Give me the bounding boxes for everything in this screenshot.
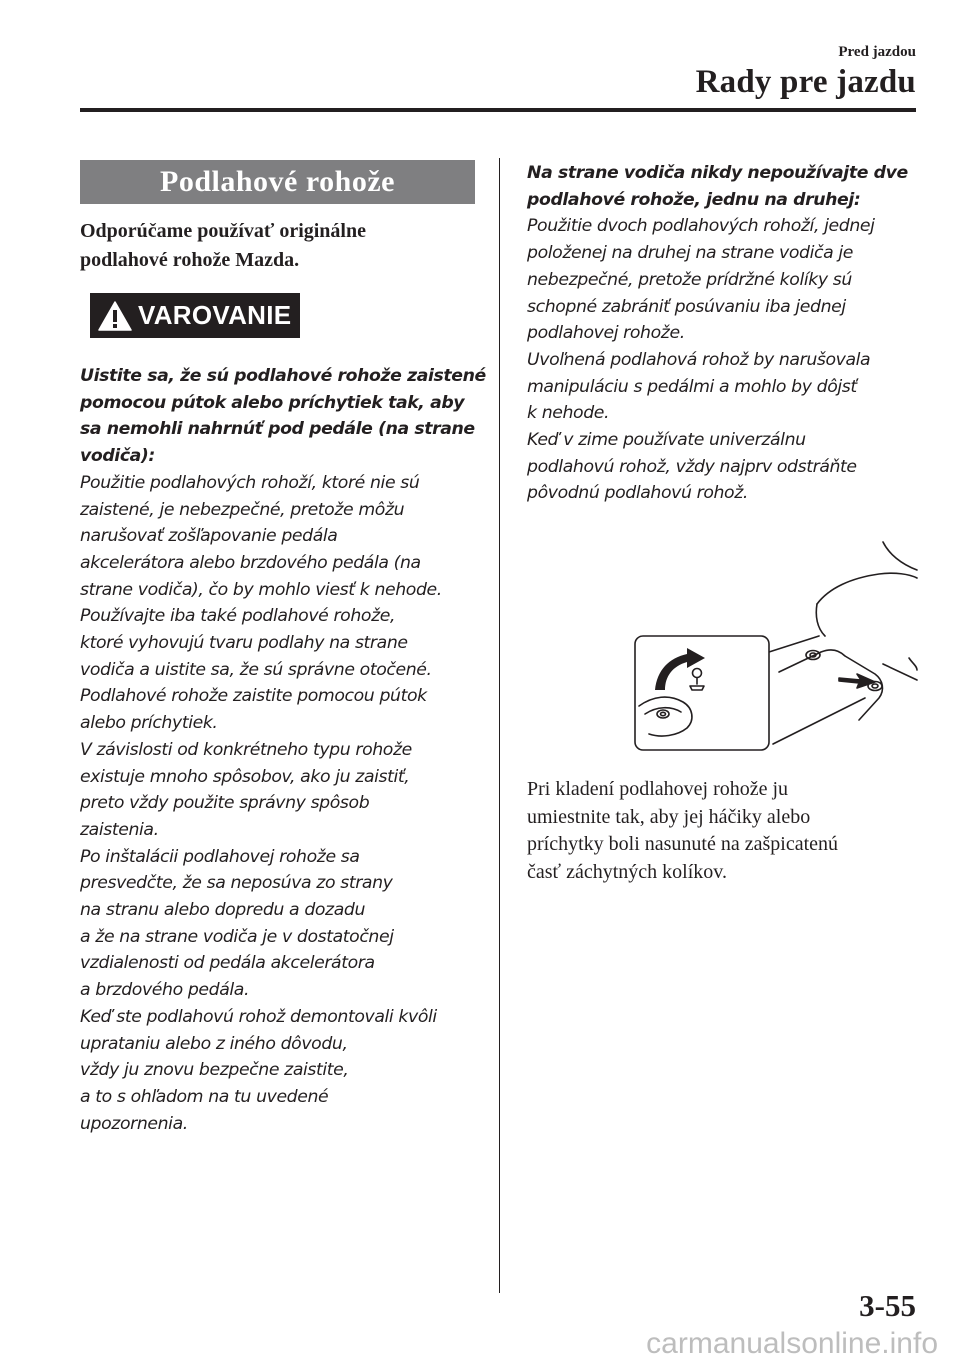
warning-body-line: manipuláciu s pedálmi a mohlo by dôjsť [527, 376, 857, 397]
warning-body-line: Keď v zime používate univerzálnu [527, 430, 806, 451]
caption-line: časť záchytných kolíkov. [527, 860, 727, 883]
detail-inset [635, 636, 769, 750]
warning-bold-line: vodiča): [80, 446, 155, 467]
floor-mat-edge [773, 698, 865, 744]
column-divider [499, 158, 500, 1293]
warning-body-line: Keď ste podlahovú rohož demontovali kvôli [80, 1006, 437, 1027]
intro-text [80, 217, 475, 275]
warning-body-line: Používajte iba také podlahové rohože, [80, 606, 396, 627]
warning-body-line: Uvoľnená podlahová rohož by narušovala [527, 349, 871, 370]
floor-mat-edge [883, 664, 917, 680]
warning-body-line: Použitie podlahových rohoží, ktoré nie sú [80, 472, 420, 493]
caption-line: umiestnite tak, aby jej háčiky alebo [527, 805, 811, 828]
warning-body-line: preto vždy použite správny spôsob [80, 793, 370, 814]
warning-body-line: a brzdového pedála. [80, 980, 250, 1001]
header-section-small: Pred jazdou [838, 44, 916, 60]
warning-text [80, 363, 486, 1137]
warning-body-line: zaistenia. [80, 819, 159, 840]
seat-outline [909, 658, 917, 670]
warning-bold-line: Uistite sa, že sú podlahové rohože zaistené [80, 366, 486, 386]
warning-body-line: a že na strane vodiča je v dostatočnej [80, 926, 394, 947]
warning-continued [527, 160, 917, 507]
warning-body-line: existuje mnoho spôsobov, ako ju zaistiť, [80, 766, 410, 787]
intro-line: podlahové rohože Mazda. [80, 249, 300, 271]
warning-body-line: schopné zabrániť posúvaniu iba jednej [527, 296, 846, 317]
warning-body-line: vzdialenosti od pedála akcelerátora [80, 953, 375, 974]
warning-body-line: Použitie dvoch podlahových rohoží, jednej [527, 216, 875, 237]
seat-outline [883, 542, 917, 570]
warning-body-line: nebezpečné, pretože prídržné kolíky sú [527, 269, 852, 290]
warning-triangle-icon [98, 301, 132, 331]
warning-body-line: podlahovú rohož, vždy najprv odstráňte [527, 456, 857, 477]
warning-body-line: k nehode. [527, 403, 610, 424]
warning-body-line: vodiča a uistite sa, že sú správne otočené. [80, 659, 432, 680]
warning-body-line: strane vodiča), čo by mohlo viesť k nehode. [80, 579, 442, 600]
warning-bold-line: sa nemohli nahrnúť pod pedále (na strane [80, 419, 475, 440]
warning-body-line: položenej na druhej na strane vodiča je [527, 243, 854, 264]
warning-bold-line: Na strane vodiča nikdy nepoužívajte dve [527, 163, 908, 183]
warning-body-line: Podlahové rohože zaistite pomocou pútok [80, 686, 427, 707]
warning-body-line: zaistené, je nebezpečné, pretože môžu [80, 499, 405, 520]
floor-mat-illustration [583, 540, 918, 755]
warning-body-line: upozornenia. [80, 1113, 188, 1134]
page-number: 3-55 [859, 1288, 916, 1323]
left-column [80, 160, 486, 1137]
header-section-title: Rady pre jazdu [695, 64, 916, 100]
watermark: carmanualsonline.info [646, 1327, 938, 1360]
warning-body-line: vždy ju znovu bezpečne zaistite, [80, 1060, 349, 1081]
warning-body-line: podlahovej rohože. [527, 323, 685, 344]
warning-body-line: alebo príchytiek. [80, 713, 218, 734]
warning-body-line: uprataniu alebo z iného dôvodu, [80, 1033, 348, 1054]
section-title: Podlahové rohože [80, 160, 475, 204]
warning-label: VAROVANIE [138, 300, 292, 330]
intro-line: Odporúčame používať originálne [80, 220, 366, 242]
warning-bold-line: podlahové rohože, jednu na druhej: [527, 189, 861, 210]
header-rule [80, 108, 916, 112]
caption-line: Pri kladení podlahovej rohože ju [527, 778, 789, 801]
floor-mat-edge [769, 636, 819, 652]
caption-line: príchytky boli nasunuté na zašpicatenú [527, 833, 839, 856]
warning-body-line: V závislosti od konkrétneho typu rohože [80, 739, 412, 760]
warning-body-line: akcelerátora alebo brzdového pedála (na [80, 552, 421, 573]
seat-outline [816, 604, 825, 636]
warning-body-line: presvedčte, že sa neposúva zo strany [80, 873, 393, 894]
direction-arrow-icon [839, 674, 875, 688]
right-column [527, 160, 917, 886]
warning-body-line: pôvodnú podlahovú rohož. [527, 483, 748, 504]
warning-body-line: narušovať zošľapovanie pedála [80, 526, 338, 547]
caption [527, 776, 917, 886]
warning-body-line: ktoré vyhovujú tvaru podlahy na strane [80, 633, 408, 654]
warning-body-line: na stranu alebo dopredu a dozadu [80, 900, 366, 921]
seat-outline [817, 573, 917, 604]
warning-body-line: a to s ohľadom na tu uvedené [80, 1086, 329, 1107]
warning-body-line: Po inštalácii podlahovej rohože sa [80, 846, 360, 867]
warning-bold-line: pomocou pútok alebo príchytiek tak, aby [80, 392, 465, 413]
warning-badge [90, 293, 300, 338]
